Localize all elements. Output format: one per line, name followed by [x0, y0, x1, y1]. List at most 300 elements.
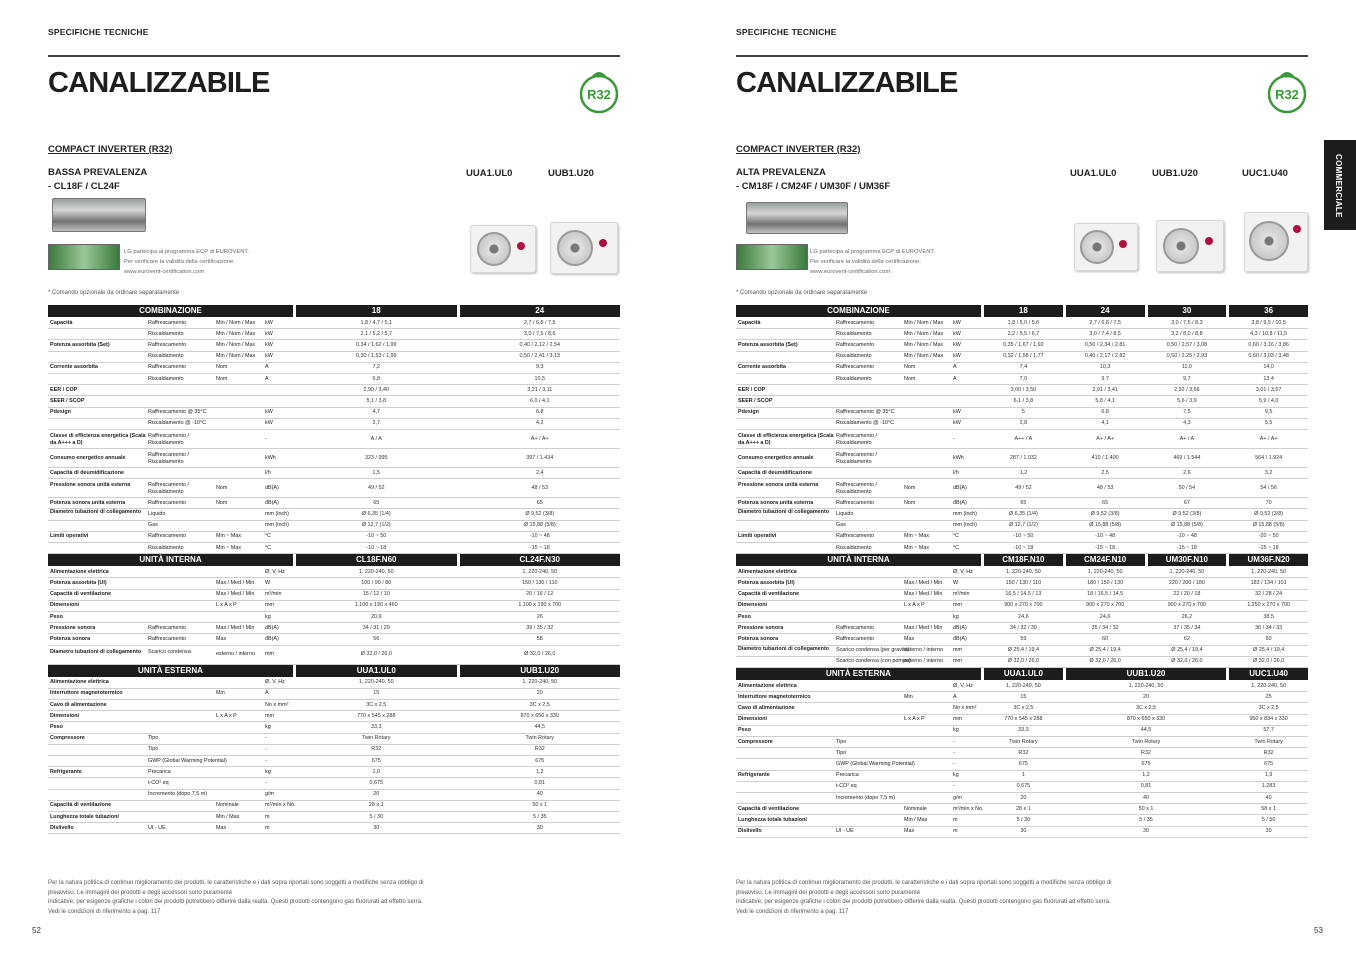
row-value: 0,40 / 2,12 / 2,54: [519, 341, 560, 348]
row-label: Lunghezza totale tubazioni: [50, 813, 119, 820]
lg-logo-icon: [599, 239, 607, 247]
row-label: Dimensioni: [50, 712, 80, 719]
row-condition: Nom: [904, 484, 916, 491]
row-value: 20,9: [371, 613, 382, 620]
table-row: [736, 703, 1308, 714]
lg-logo-icon: [1205, 237, 1213, 245]
table-row: [48, 419, 620, 430]
row-condition: esterno / interno: [904, 647, 943, 654]
row-label: Corrente assorbita: [50, 364, 98, 371]
row-unit: kg: [265, 723, 271, 730]
row-unit: Ø, V, Hz: [265, 679, 285, 686]
product-kind-line1: BASSA PREVALENZA: [48, 167, 148, 178]
row-value: 675: [371, 757, 381, 764]
row-unit: kW: [953, 341, 961, 348]
row-label: Potenza sonora unità esterna: [738, 499, 814, 506]
row-label: Compressore: [738, 738, 773, 745]
row-value: Ø 15,88 (5/8): [523, 522, 556, 529]
unit-code-2: UUB1.U20: [1152, 168, 1198, 179]
row-mode: Tipo: [148, 746, 159, 753]
row-value: 1, 220-240, 50: [1128, 682, 1164, 689]
row-value: 1, 220-240, 50: [358, 568, 394, 575]
row-value: 0,675: [1016, 783, 1031, 790]
row-unit: dB(A): [953, 484, 967, 491]
row-value: 1, 220-240, 50: [1087, 568, 1123, 575]
table-row: [736, 681, 1308, 692]
row-label: Capacità di ventilazione: [738, 591, 800, 598]
row-unit: kg: [953, 727, 959, 734]
row-value: 2,7 / 6,8 / 7,5: [524, 319, 556, 326]
row-value: R32: [534, 746, 545, 753]
row-value: 5 / 30: [1016, 816, 1031, 823]
row-value: 2,1 / 5,2 / 5,7: [360, 330, 392, 337]
row-value: Ø 6,35 (1/4): [1008, 510, 1038, 517]
row-unit: dB(A): [953, 624, 967, 631]
row-value: 1: [1021, 772, 1025, 779]
row-value: -15 ~ 18: [1176, 544, 1197, 551]
row-value: Ø 32,0 / 26,0: [1089, 658, 1121, 665]
table-column-header: 24: [460, 305, 621, 317]
row-mode: Tipo: [148, 735, 159, 742]
table-row: [48, 543, 620, 554]
row-unit: mm: [953, 602, 962, 609]
table-row: [736, 815, 1308, 826]
row-value: -10 ~ 18: [366, 544, 387, 551]
row-label: Cavo di alimentazione: [738, 704, 795, 711]
row-label: Consumo energetico annuale: [50, 454, 126, 461]
row-value: 10,3: [1099, 364, 1111, 371]
row-value: 30: [1020, 828, 1027, 835]
row-unit: dB(A): [953, 499, 967, 506]
row-value: 397 / 1.434: [526, 454, 554, 461]
row-unit: -: [953, 435, 955, 442]
row-value: 15: [373, 690, 380, 697]
divider: [48, 55, 620, 57]
eurovent-text: [124, 247, 249, 277]
row-condition: Nom: [216, 484, 228, 491]
row-value: 36 / 34 / 33: [1255, 624, 1283, 631]
table-row: [736, 827, 1308, 838]
row-value: 67: [1183, 499, 1190, 506]
row-value: 950 x 834 x 330: [1249, 716, 1288, 723]
row-value: -10 ~ 48: [529, 533, 550, 540]
row-value: 38,5: [1263, 613, 1274, 620]
row-value: 28 x 1: [1016, 805, 1031, 812]
table-row: [736, 567, 1308, 578]
row-unit: kW: [265, 409, 273, 416]
row-condition: Nom: [216, 375, 228, 382]
row-condition: L x A x P: [904, 602, 925, 609]
row-mode: Raffrescamento @ 35°C: [148, 409, 207, 416]
row-value: 40: [536, 791, 543, 798]
row-value: 183 / 134 / 101: [1250, 579, 1287, 586]
row-unit: A: [953, 693, 957, 700]
row-unit: -: [265, 779, 267, 786]
row-value: 49 / 52: [368, 484, 385, 491]
row-value: 30: [1265, 828, 1272, 835]
row-value: 20 / 16 / 12: [526, 591, 554, 598]
table-row: [736, 498, 1308, 509]
table-column-header: 18: [984, 305, 1063, 317]
table-section-header: UNITÀ INTERNA: [736, 554, 981, 566]
row-condition: Max: [216, 635, 227, 642]
row-value: 7,0: [1019, 375, 1028, 382]
row-mode: Riscaldamento: [148, 353, 184, 360]
row-mode: Liquido: [148, 510, 166, 517]
row-label: Limiti operativi: [738, 533, 777, 540]
table-row: [48, 509, 620, 520]
row-value: 30: [373, 824, 380, 831]
row-mode: Raffrescamento: [836, 341, 874, 348]
row-value: 1, 220-240, 50: [1005, 682, 1041, 689]
row-value: 0,50 / 2,41 / 3,13: [519, 353, 560, 360]
row-unit: kW: [953, 420, 961, 427]
table-row: [736, 804, 1308, 815]
table-column-header: 24: [1066, 305, 1145, 317]
row-mode: Raffrescamento: [148, 624, 186, 631]
table-column-header: UUC1.U40: [1229, 668, 1308, 680]
row-unit: kW: [265, 353, 273, 360]
section-label: SPECIFICHE TECNICHE: [736, 27, 837, 37]
row-unit: l/h: [953, 469, 959, 476]
row-mode: Scarico condensa (per gravità): [836, 647, 910, 654]
row-unit: l/h: [265, 469, 271, 476]
row-value: 2,6: [1183, 469, 1191, 476]
ecp-line: www.eurovent-certification.com: [124, 269, 205, 275]
row-value: 675: [1264, 760, 1274, 767]
row-mode: Tipo: [836, 749, 847, 756]
table-row: [48, 363, 620, 374]
row-value: 2,7 / 6,8 / 7,5: [1089, 319, 1121, 326]
table-row: [48, 408, 620, 419]
row-unit: A: [265, 364, 269, 371]
row-unit: kWh: [953, 454, 964, 461]
row-unit: mm: [953, 647, 962, 654]
row-value: 50 x 1: [1138, 805, 1154, 812]
row-value: Ø 15,88 (5/8): [1252, 522, 1285, 529]
row-value: 56: [373, 635, 380, 642]
row-value: 26: [536, 613, 543, 620]
row-unit: -: [265, 746, 267, 753]
table-row: [48, 711, 620, 722]
row-value: 770 x 545 x 288: [1004, 716, 1043, 723]
fan-icon: [557, 230, 593, 266]
side-tab[interactable]: [1324, 140, 1356, 230]
row-mode: Raffrescamento / Riscaldamento: [148, 452, 189, 465]
row-value: 4,3: [1183, 420, 1191, 427]
spec-table: [48, 305, 620, 850]
row-mode: Riscaldamento: [836, 330, 872, 337]
table-row: [736, 737, 1308, 748]
row-mode: t-CO² eq: [836, 783, 857, 790]
table-row: [736, 419, 1308, 430]
row-label: Potenza assorbita (Set): [50, 341, 110, 348]
table-row: [736, 340, 1308, 351]
row-condition: Min / Nom / Max: [216, 319, 256, 326]
row-condition: Min / Max: [216, 813, 240, 820]
row-label: Potenza assorbita (UI): [738, 579, 795, 586]
row-condition: Max / Med / Min: [904, 624, 943, 631]
table-row: [48, 722, 620, 733]
row-value: 3,00 / 3,50: [1010, 386, 1037, 393]
row-value: 30: [536, 824, 543, 831]
row-value: 2,90 / 3,40: [363, 386, 389, 393]
row-value: 0,30 / 1,53 / 1,99: [356, 353, 397, 360]
row-value: 5 / 50: [1261, 816, 1276, 823]
row-unit: kW: [265, 330, 273, 337]
row-value: Ø 15,88 (5/8): [1089, 522, 1121, 529]
row-mode: Raffrescamento / Riscaldamento: [836, 482, 877, 495]
row-value: 5,9 / 4,0: [1258, 397, 1279, 404]
row-value: 18 / 16,5 / 14,5: [1087, 591, 1124, 598]
row-label: Dimensioni: [50, 602, 80, 609]
row-value: 65: [1102, 499, 1109, 506]
table-row: [48, 700, 620, 711]
row-value: Ø 12,7 (1/2): [1008, 522, 1038, 529]
row-mode: Liquido: [836, 510, 854, 517]
row-value: 564 / 1.924: [1255, 454, 1283, 461]
row-condition: Min / Nom / Max: [216, 330, 256, 337]
row-value: 3C x 2,5: [1135, 704, 1157, 711]
row-value: 1,0: [372, 768, 380, 775]
row-condition: Min / Nom / Max: [904, 341, 944, 348]
product-kind: [48, 166, 147, 194]
table-column-header: CL18F.N60: [296, 554, 457, 566]
row-label: Alimentazione elettrica: [738, 568, 797, 575]
row-unit: mm (inch): [265, 522, 289, 529]
row-value: 70: [1265, 499, 1272, 506]
page-number: 52: [32, 926, 41, 935]
row-unit: m: [265, 824, 270, 831]
table-row: [736, 449, 1308, 468]
row-unit: g/m: [265, 791, 274, 798]
row-unit: mm: [265, 712, 274, 719]
spec-table: [736, 305, 1308, 850]
row-value: 870 x 650 x 330: [1126, 716, 1166, 723]
row-unit: kg: [953, 613, 959, 620]
row-unit: -: [953, 760, 955, 767]
row-mode: Riscaldamento @ -10°C: [148, 420, 206, 427]
row-unit: Ø, V, Hz: [265, 568, 285, 575]
row-unit: -: [265, 757, 267, 764]
row-value: 15 / 12 / 10: [362, 591, 390, 598]
row-mode: GWP (Global Warming Potential): [836, 760, 915, 767]
row-unit: kg: [953, 772, 959, 779]
row-value: 675: [1018, 760, 1028, 767]
row-value: -10 ~ 48: [1176, 533, 1197, 540]
table-row: [48, 745, 620, 756]
badge-label: R32: [587, 87, 611, 102]
table-row: [736, 726, 1308, 737]
row-condition: Nominale: [904, 805, 927, 812]
page-title: CANALIZZABILE: [48, 67, 270, 99]
table-row: [736, 623, 1308, 634]
table-row: [736, 612, 1308, 623]
table-column-header: CM24F.N10: [1066, 554, 1145, 566]
ecp-line: LG partecipa al programma ECP di EUROVENT.: [810, 249, 935, 255]
row-unit: Ø, V, Hz: [953, 682, 973, 689]
row-condition: Max / Med / Min: [216, 591, 255, 598]
row-value: 1,2: [1142, 772, 1150, 779]
row-value: 180 / 150 / 130: [1087, 579, 1124, 586]
r32-badge-icon: [578, 68, 620, 114]
row-value: 410 / 1.400: [1091, 454, 1119, 461]
table-row: [736, 352, 1308, 363]
table-row: [736, 590, 1308, 601]
row-value: Ø 32,0 / 26,0: [360, 651, 392, 658]
row-value: 469 / 1.544: [1173, 454, 1201, 461]
row-value: 60: [1102, 635, 1109, 642]
row-unit: m: [953, 828, 958, 835]
row-mode: t-CO² eq: [148, 779, 169, 786]
row-value: 1,2: [536, 768, 544, 775]
row-mode: Raffrescamento: [148, 341, 186, 348]
table-row: [48, 567, 620, 578]
indoor-unit-image: [746, 202, 848, 234]
row-unit: dB(A): [265, 624, 279, 631]
row-value: 675: [535, 757, 545, 764]
row-value: 6,1 / 3,8: [1013, 397, 1034, 404]
row-mode: Raffrescamento: [836, 319, 874, 326]
row-unit: -: [953, 783, 955, 790]
row-value: 3C x 2,5: [1258, 704, 1279, 711]
table-row: [736, 374, 1308, 385]
row-condition: Min / Nom / Max: [216, 341, 256, 348]
table-row: [736, 385, 1308, 396]
table-section-header: UNITÀ ESTERNA: [48, 665, 293, 677]
row-condition: Max: [904, 828, 915, 835]
row-unit: kW: [265, 420, 273, 427]
table-row: [48, 329, 620, 340]
row-mode: Incremento (dopo 7,5 m): [148, 791, 208, 798]
table-row: [48, 449, 620, 468]
footer-text: [736, 879, 1116, 917]
row-value: 3,2: [1264, 469, 1273, 476]
row-unit: mm (inch): [953, 510, 977, 517]
table-column-header: UM36F.N20: [1229, 554, 1308, 566]
table-row: [736, 543, 1308, 554]
row-label: Peso: [738, 613, 751, 620]
row-value: 5: [1021, 409, 1025, 416]
table-row: [736, 318, 1308, 329]
row-unit: dB(A): [265, 484, 279, 491]
r32-badge-icon: [1266, 68, 1308, 114]
row-unit: kWh: [265, 454, 276, 461]
row-condition: Nom: [904, 375, 916, 382]
table-row: [48, 521, 620, 532]
row-mode: Raffrescamento: [836, 364, 874, 371]
row-value: Twin Rotary: [1131, 738, 1161, 745]
row-label: Pressione sonora unità esterna: [738, 482, 819, 489]
row-value: -10 ~ 50: [1013, 533, 1034, 540]
row-value: 57,7: [1263, 727, 1274, 734]
table-row: [736, 396, 1308, 407]
row-label: Interruttore magnetotermico: [738, 693, 811, 700]
row-value: 3,21 / 3,11: [527, 386, 553, 393]
row-value: 2,5: [1101, 469, 1109, 476]
table-column-header: UM30F.N10: [1148, 554, 1227, 566]
section-label: SPECIFICHE TECNICHE: [48, 27, 149, 37]
table-section-header: UNITÀ ESTERNA: [736, 668, 981, 680]
product-subtitle: COMPACT INVERTER (R32): [736, 144, 861, 155]
row-label: Alimentazione elettrica: [50, 679, 109, 686]
table-row: [48, 318, 620, 329]
row-value: 9,7: [1101, 375, 1109, 382]
row-condition: L x A x P: [216, 712, 237, 719]
row-label: Pressione sonora unità esterna: [50, 482, 131, 489]
row-value: Ø 6,35 (1/4): [361, 510, 391, 517]
ecp-line: LG partecipa al programma ECP di EUROVENT.: [124, 249, 249, 255]
right-page: [678, 0, 1356, 959]
row-mode: Precarica: [836, 772, 859, 779]
row-value: 5,6 / 3,9: [1177, 397, 1197, 404]
row-label: Diametro tubazioni di collegamento: [738, 509, 830, 516]
row-value: 54 / 56: [1260, 484, 1277, 491]
table-row: [48, 601, 620, 612]
row-value: 150 / 130 / 110: [1005, 579, 1042, 586]
row-value: 1, 220-240, 50: [522, 568, 558, 575]
outdoor-unit-image-2: [550, 222, 618, 274]
row-unit: °C: [953, 533, 960, 540]
outdoor-unit-image-1: [1074, 223, 1138, 271]
row-value: 4,3 / 10,8 / 11,5: [1250, 330, 1288, 337]
row-value: 5,8 / 4,1: [1095, 397, 1115, 404]
row-value: 49 / 52: [1015, 484, 1032, 491]
footer-line: Per la natura politica di continuo miglioramento dei prodotti, le caratteristiche e i dati sopra riportati sono soggetti a modifiche senza obbligo di: [736, 880, 1112, 886]
row-condition: esterno / interno: [904, 658, 943, 665]
row-mode: Riscaldamento: [148, 544, 184, 551]
fan-icon: [1080, 230, 1114, 264]
row-unit: m: [953, 816, 958, 823]
row-value: 22 / 20 / 18: [1173, 591, 1201, 598]
row-condition: Max / Med / Min: [216, 579, 255, 586]
row-value: 24,6: [1018, 613, 1029, 620]
row-label: Potenza sonora: [738, 635, 779, 642]
table-row: [48, 479, 620, 498]
row-value: Ø 32,0 / 26,0: [1253, 658, 1285, 665]
row-unit: mm (inch): [265, 510, 289, 517]
row-value: 33,3: [371, 723, 382, 730]
row-unit: m³/min x No.: [265, 802, 296, 809]
row-value: Twin Rotary: [1009, 738, 1038, 745]
row-value: 44,5: [534, 723, 545, 730]
row-value: 3,0 / 7,4 / 8,5: [1089, 330, 1121, 337]
row-value: 150 / 130 / 110: [521, 579, 558, 586]
lg-logo-icon: [1119, 240, 1127, 248]
row-value: 65: [373, 499, 380, 506]
table-row: [736, 634, 1308, 645]
row-value: Ø 9,52 (3/8): [525, 510, 555, 517]
row-label: Potenza assorbita (Set): [738, 341, 798, 348]
row-label: SEER / SCOP: [738, 397, 773, 404]
row-value: 1, 220-240, 50: [1251, 682, 1287, 689]
row-unit: m³/min: [953, 591, 970, 598]
row-condition: Min: [904, 693, 913, 700]
table-row: [736, 521, 1308, 532]
row-value: 1, 220-240, 50: [1251, 568, 1287, 575]
row-label: SEER / SCOP: [50, 397, 85, 404]
row-value: Ø 9,52 (3/8): [1090, 510, 1120, 517]
row-mode: Raffrescamento / Riscaldamento: [836, 433, 877, 446]
table-row: [48, 767, 620, 778]
row-label: Classe di efficienza energetica (Scala da A+++ a D): [738, 433, 834, 446]
row-value: 59: [1020, 635, 1027, 642]
table-row: [736, 532, 1308, 543]
table-column-header: CL24F.N30: [460, 554, 621, 566]
table-column-header: 36: [1229, 305, 1308, 317]
row-value: 5 / 35: [533, 813, 547, 820]
row-value: A / A: [370, 435, 382, 442]
